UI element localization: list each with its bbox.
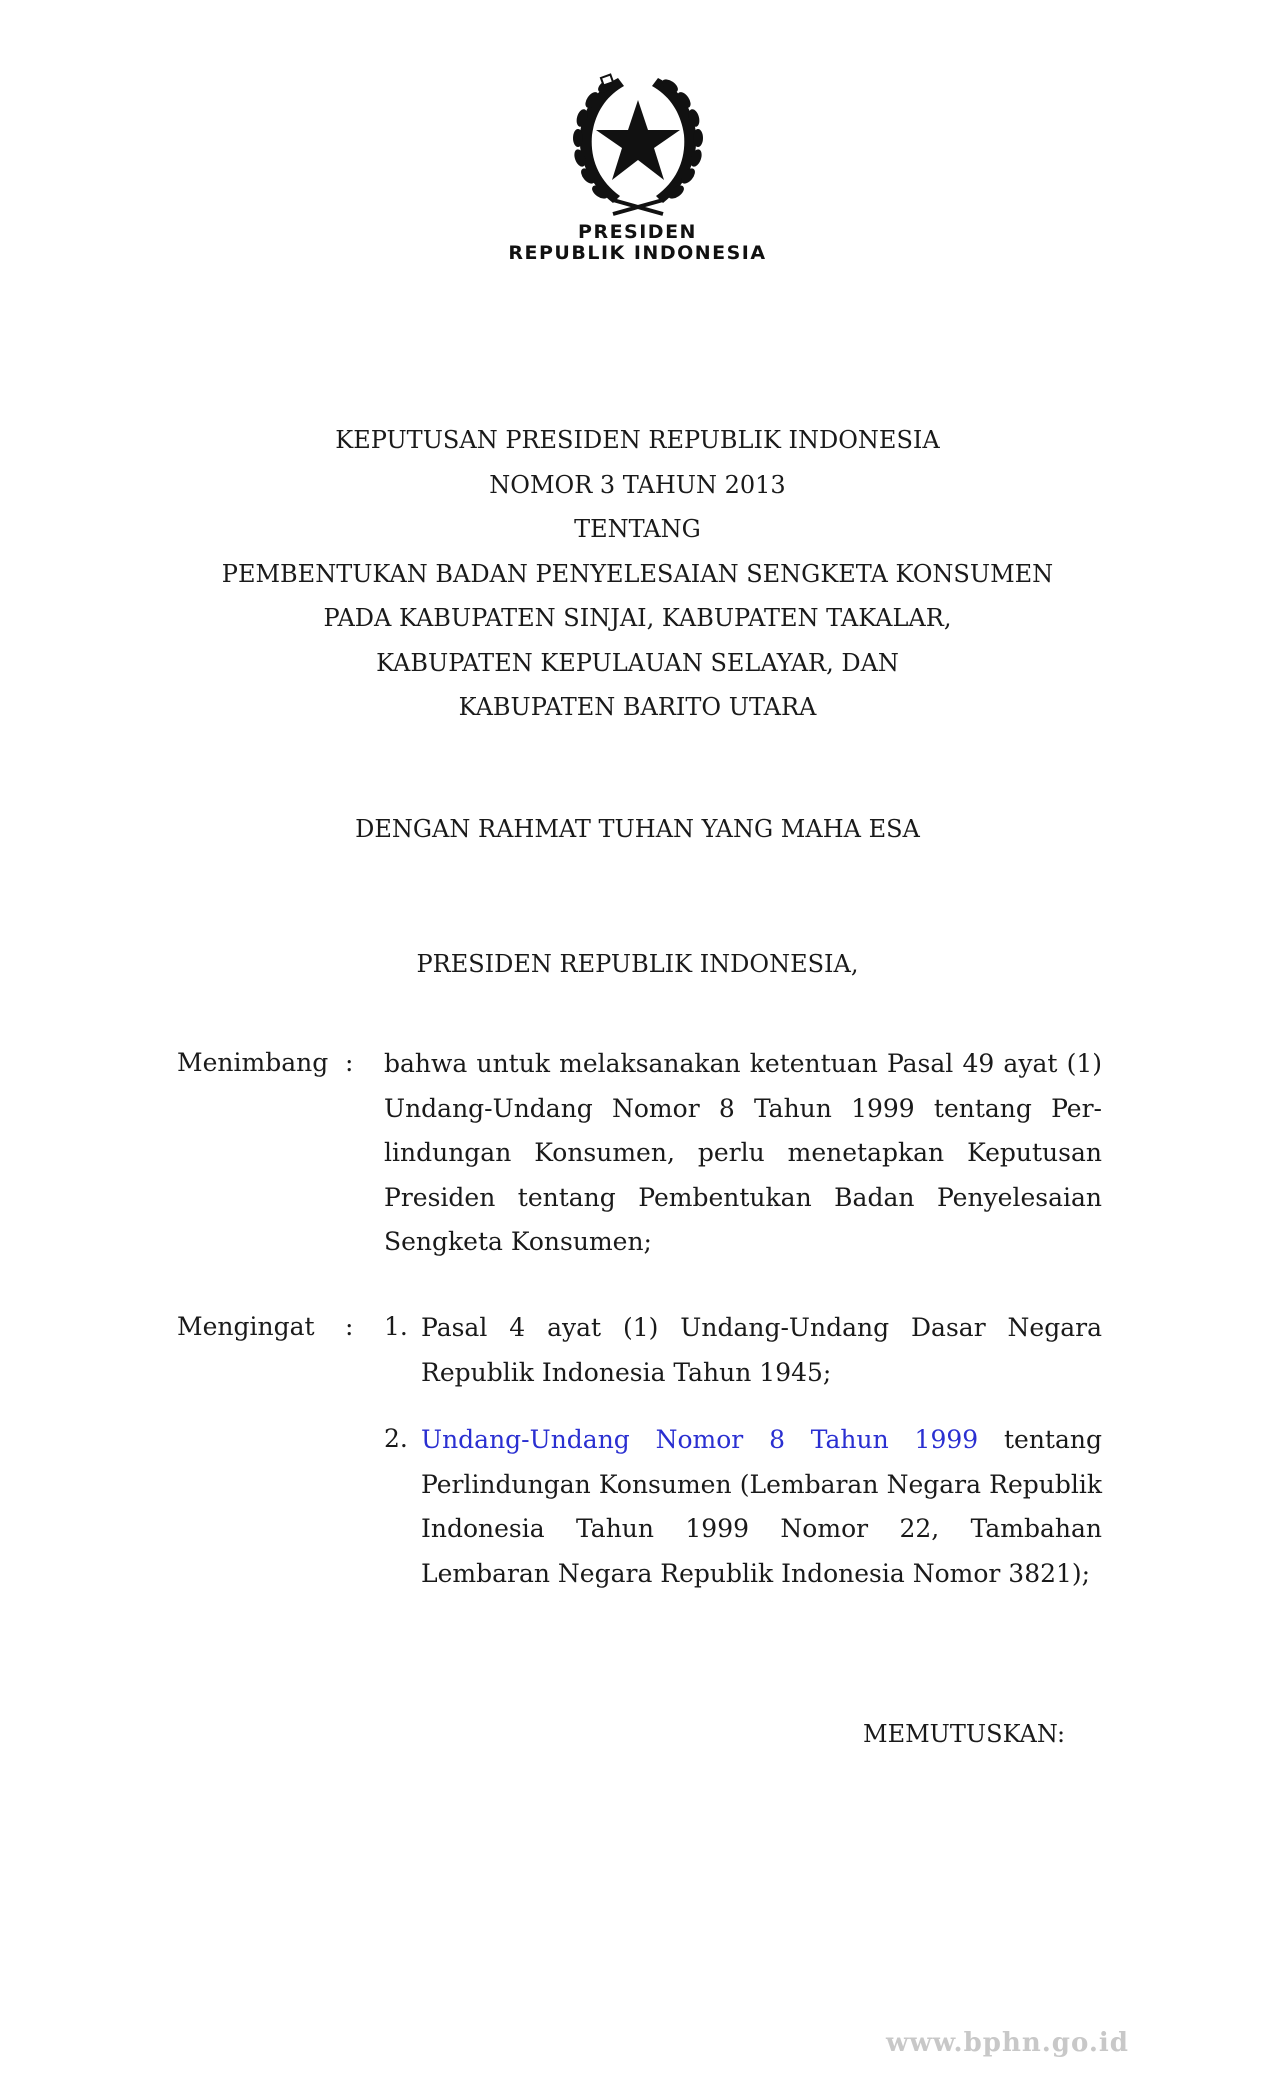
- menimbang-colon: :: [345, 1048, 354, 1077]
- mengingat-item-2: [421, 1418, 1102, 1596]
- mengingat-label: Mengingat: [177, 1312, 315, 1341]
- mengingat-item-2-text: tentang Perlindungan Konsumen (Lembaran Negara Republik Indonesia Tahun 1999 Nomor 22, Tambahan Lembaran Negara Republik Indonesia Nomor 3821);: [421, 1425, 1102, 1588]
- garuda-star-emblem-icon: [558, 68, 718, 218]
- presidential-emblem: [495, 68, 780, 300]
- title-line-6: KABUPATEN KEPULAUAN SELAYAR, DAN: [376, 648, 899, 677]
- watermark: www.bphn.go.id: [886, 2028, 1129, 2058]
- title-line-7: KABUPATEN BARITO UTARA: [458, 693, 817, 721]
- mengingat-item-1-number: 1.: [384, 1312, 408, 1341]
- emblem-line-republik: REPUBLIK INDONESIA: [508, 242, 767, 264]
- memutuskan-heading: MEMUTUSKAN:: [863, 1720, 1066, 1748]
- title-line-3: TENTANG: [574, 515, 701, 543]
- law-link[interactable]: Undang-Undang Nomor 8 Tahun 1999: [421, 1425, 979, 1454]
- title-line-1: KEPUTUSAN PRESIDEN REPUBLIK INDONESIA: [335, 426, 940, 454]
- menimbang-label: Menimbang: [177, 1048, 329, 1077]
- document-title: [0, 418, 1275, 730]
- title-line-5: PADA KABUPATEN SINJAI, KABUPATEN TAKALAR,: [323, 604, 952, 632]
- title-line-4: PEMBENTUKAN BADAN PENYELESAIAN SENGKETA KONSUMEN: [221, 559, 1054, 588]
- presiden-line: PRESIDEN REPUBLIK INDONESIA,: [416, 950, 859, 978]
- title-line-2: NOMOR 3 TAHUN 2013: [489, 470, 786, 499]
- mengingat-item-2-number: 2.: [384, 1424, 408, 1453]
- mengingat-colon: :: [345, 1312, 354, 1341]
- rahmat-line: DENGAN RAHMAT TUHAN YANG MAHA ESA: [355, 815, 920, 843]
- menimbang-text: bahwa untuk melaksanakan ketentuan Pasal 49 ayat (1) Undang-Undang Nomor 8 Tahun 1999 tentang Per- lindungan Konsumen, perlu menetapkan Keputusan Presiden tentang Pembentukan Badan Penyelesaian Sengketa Konsumen;: [384, 1049, 1102, 1256]
- emblem-caption: [495, 222, 780, 264]
- mengingat-item-1-text: Pasal 4 ayat (1) Undang-Undang Dasar Negara Republik Indonesia Tahun 1945;: [421, 1313, 1102, 1387]
- emblem-line-presiden: PRESIDEN: [578, 221, 697, 243]
